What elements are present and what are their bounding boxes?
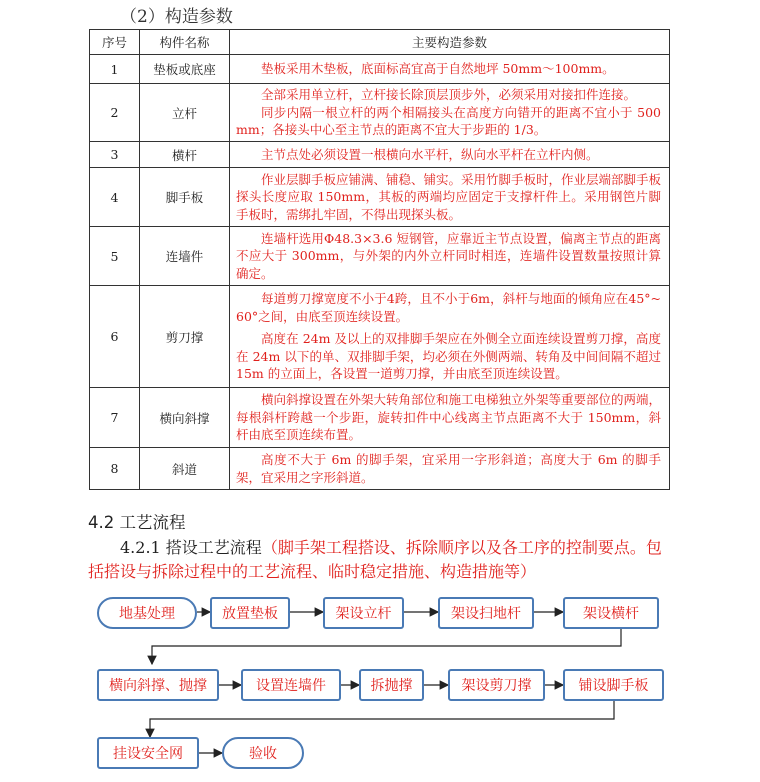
flow-step-remove-brace: 拆抛撑 bbox=[359, 669, 424, 701]
row-component: 连墙件 bbox=[140, 227, 230, 286]
row-no: 3 bbox=[90, 142, 140, 168]
row-parameters: 全部采用单立杆，立杆接长除顶层顶步外，必须采用对接扣件连接。 同步内隔一根立杆的两个相隔接头在高度方向错开的距离不宜小于 500 mm；各接头中心至主节点的距离不宜大于步距的 1/3。 bbox=[230, 84, 670, 142]
row-component: 脚手板 bbox=[140, 168, 230, 227]
flow-step-lay-boards: 铺设脚手板 bbox=[563, 669, 664, 701]
row-parameters: 高度不大于 6m 的脚手架，宜采用一字形斜道；高度大于 6m 的脚手架，宜采用之字形斜道。 bbox=[230, 448, 670, 490]
flow-step-erect-standards: 架设立杆 bbox=[323, 597, 404, 629]
flow-step-foundation: 地基处理 bbox=[97, 597, 197, 629]
header-no: 序号 bbox=[90, 30, 140, 55]
row-component: 横杆 bbox=[140, 142, 230, 168]
row-parameters: 每道剪刀撑宽度不小于4跨，且不小于6m，斜杆与地面的倾角应在45°~ 60°之间，由底至顶连续设置。 高度在 24m 及以上的双排脚手架应在外侧全立面连续设置剪刀撑，高度在 24m 以下的单、双排脚手架，均必须在外侧两端、转角及中间间隔不超过 15m 的立面上，各设置一道剪刀撑，并由底至顶连续设置。 bbox=[230, 286, 670, 388]
arrow bbox=[150, 701, 614, 737]
paragraph-lead: 4.2.1 搭设工艺流程 bbox=[120, 538, 262, 557]
row-parameters: 连墙杆选用Φ48.3×3.6 短钢管，应靠近主节点设置，偏离主节点的距离不应大于 300mm，与外架的内外立杆同时相连，连墙件设置数量按照计算确定。 bbox=[230, 227, 670, 286]
row-no: 4 bbox=[90, 168, 140, 227]
row-no: 1 bbox=[90, 55, 140, 84]
flow-step-acceptance: 验收 bbox=[222, 737, 304, 769]
header-parameters: 主要构造参数 bbox=[230, 30, 670, 55]
row-no: 2 bbox=[90, 84, 140, 142]
arrow bbox=[152, 628, 621, 664]
row-parameters: 主节点处必须设置一根横向水平杆，纵向水平杆在立杆内侧。 bbox=[230, 142, 670, 168]
section-heading: （2）构造参数 bbox=[120, 7, 233, 27]
paragraph-note: （脚手架工程搭设、拆除顺序以及各工序的控制要点。包括搭设与拆除过程中的工艺流程、临时稳定措施、构造措施等） bbox=[88, 538, 662, 581]
section-title: 4.2 工艺流程 bbox=[88, 513, 186, 532]
row-component: 立杆 bbox=[140, 84, 230, 142]
row-parameters: 垫板采用木垫板，底面标高宜高于自然地坪 50mm～100mm。 bbox=[230, 55, 670, 84]
flow-step-diagonal-brace: 横向斜撑、抛撑 bbox=[97, 669, 219, 701]
row-parameters: 作业层脚手板应铺满、铺稳、铺实。采用竹脚手板时，作业层端部脚手板探头长度应取 150mm，其板的两端均应固定于支撑杆件上。采用钢笆片脚手板时，需绑扎牢固，不得出现探头板。 bbox=[230, 168, 670, 227]
flow-step-place-pad: 放置垫板 bbox=[210, 597, 290, 629]
row-no: 5 bbox=[90, 227, 140, 286]
row-no: 8 bbox=[90, 448, 140, 490]
row-component: 斜道 bbox=[140, 448, 230, 490]
flow-step-cross-bracing: 架设剪刀撑 bbox=[448, 669, 545, 701]
flow-step-wall-ties: 设置连墙件 bbox=[241, 669, 341, 701]
row-no: 6 bbox=[90, 286, 140, 388]
row-parameters: 横向斜撑设置在外架大转角部位和施工电梯独立外架等重要部位的两端，每根斜杆跨越一个步距，旋转扣件中心线离主节点距离不大于 150mm，斜杆由底至顶连续布置。 bbox=[230, 388, 670, 448]
row-component: 横向斜撑 bbox=[140, 388, 230, 448]
row-no: 7 bbox=[90, 388, 140, 448]
flow-step-ledgers: 架设横杆 bbox=[563, 597, 659, 629]
row-component: 垫板或底座 bbox=[140, 55, 230, 84]
row-component: 剪刀撑 bbox=[140, 286, 230, 388]
flow-step-safety-net: 挂设安全网 bbox=[97, 737, 199, 769]
header-component: 构件名称 bbox=[140, 30, 230, 55]
flow-step-sweeping-rod: 架设扫地杆 bbox=[438, 597, 534, 629]
